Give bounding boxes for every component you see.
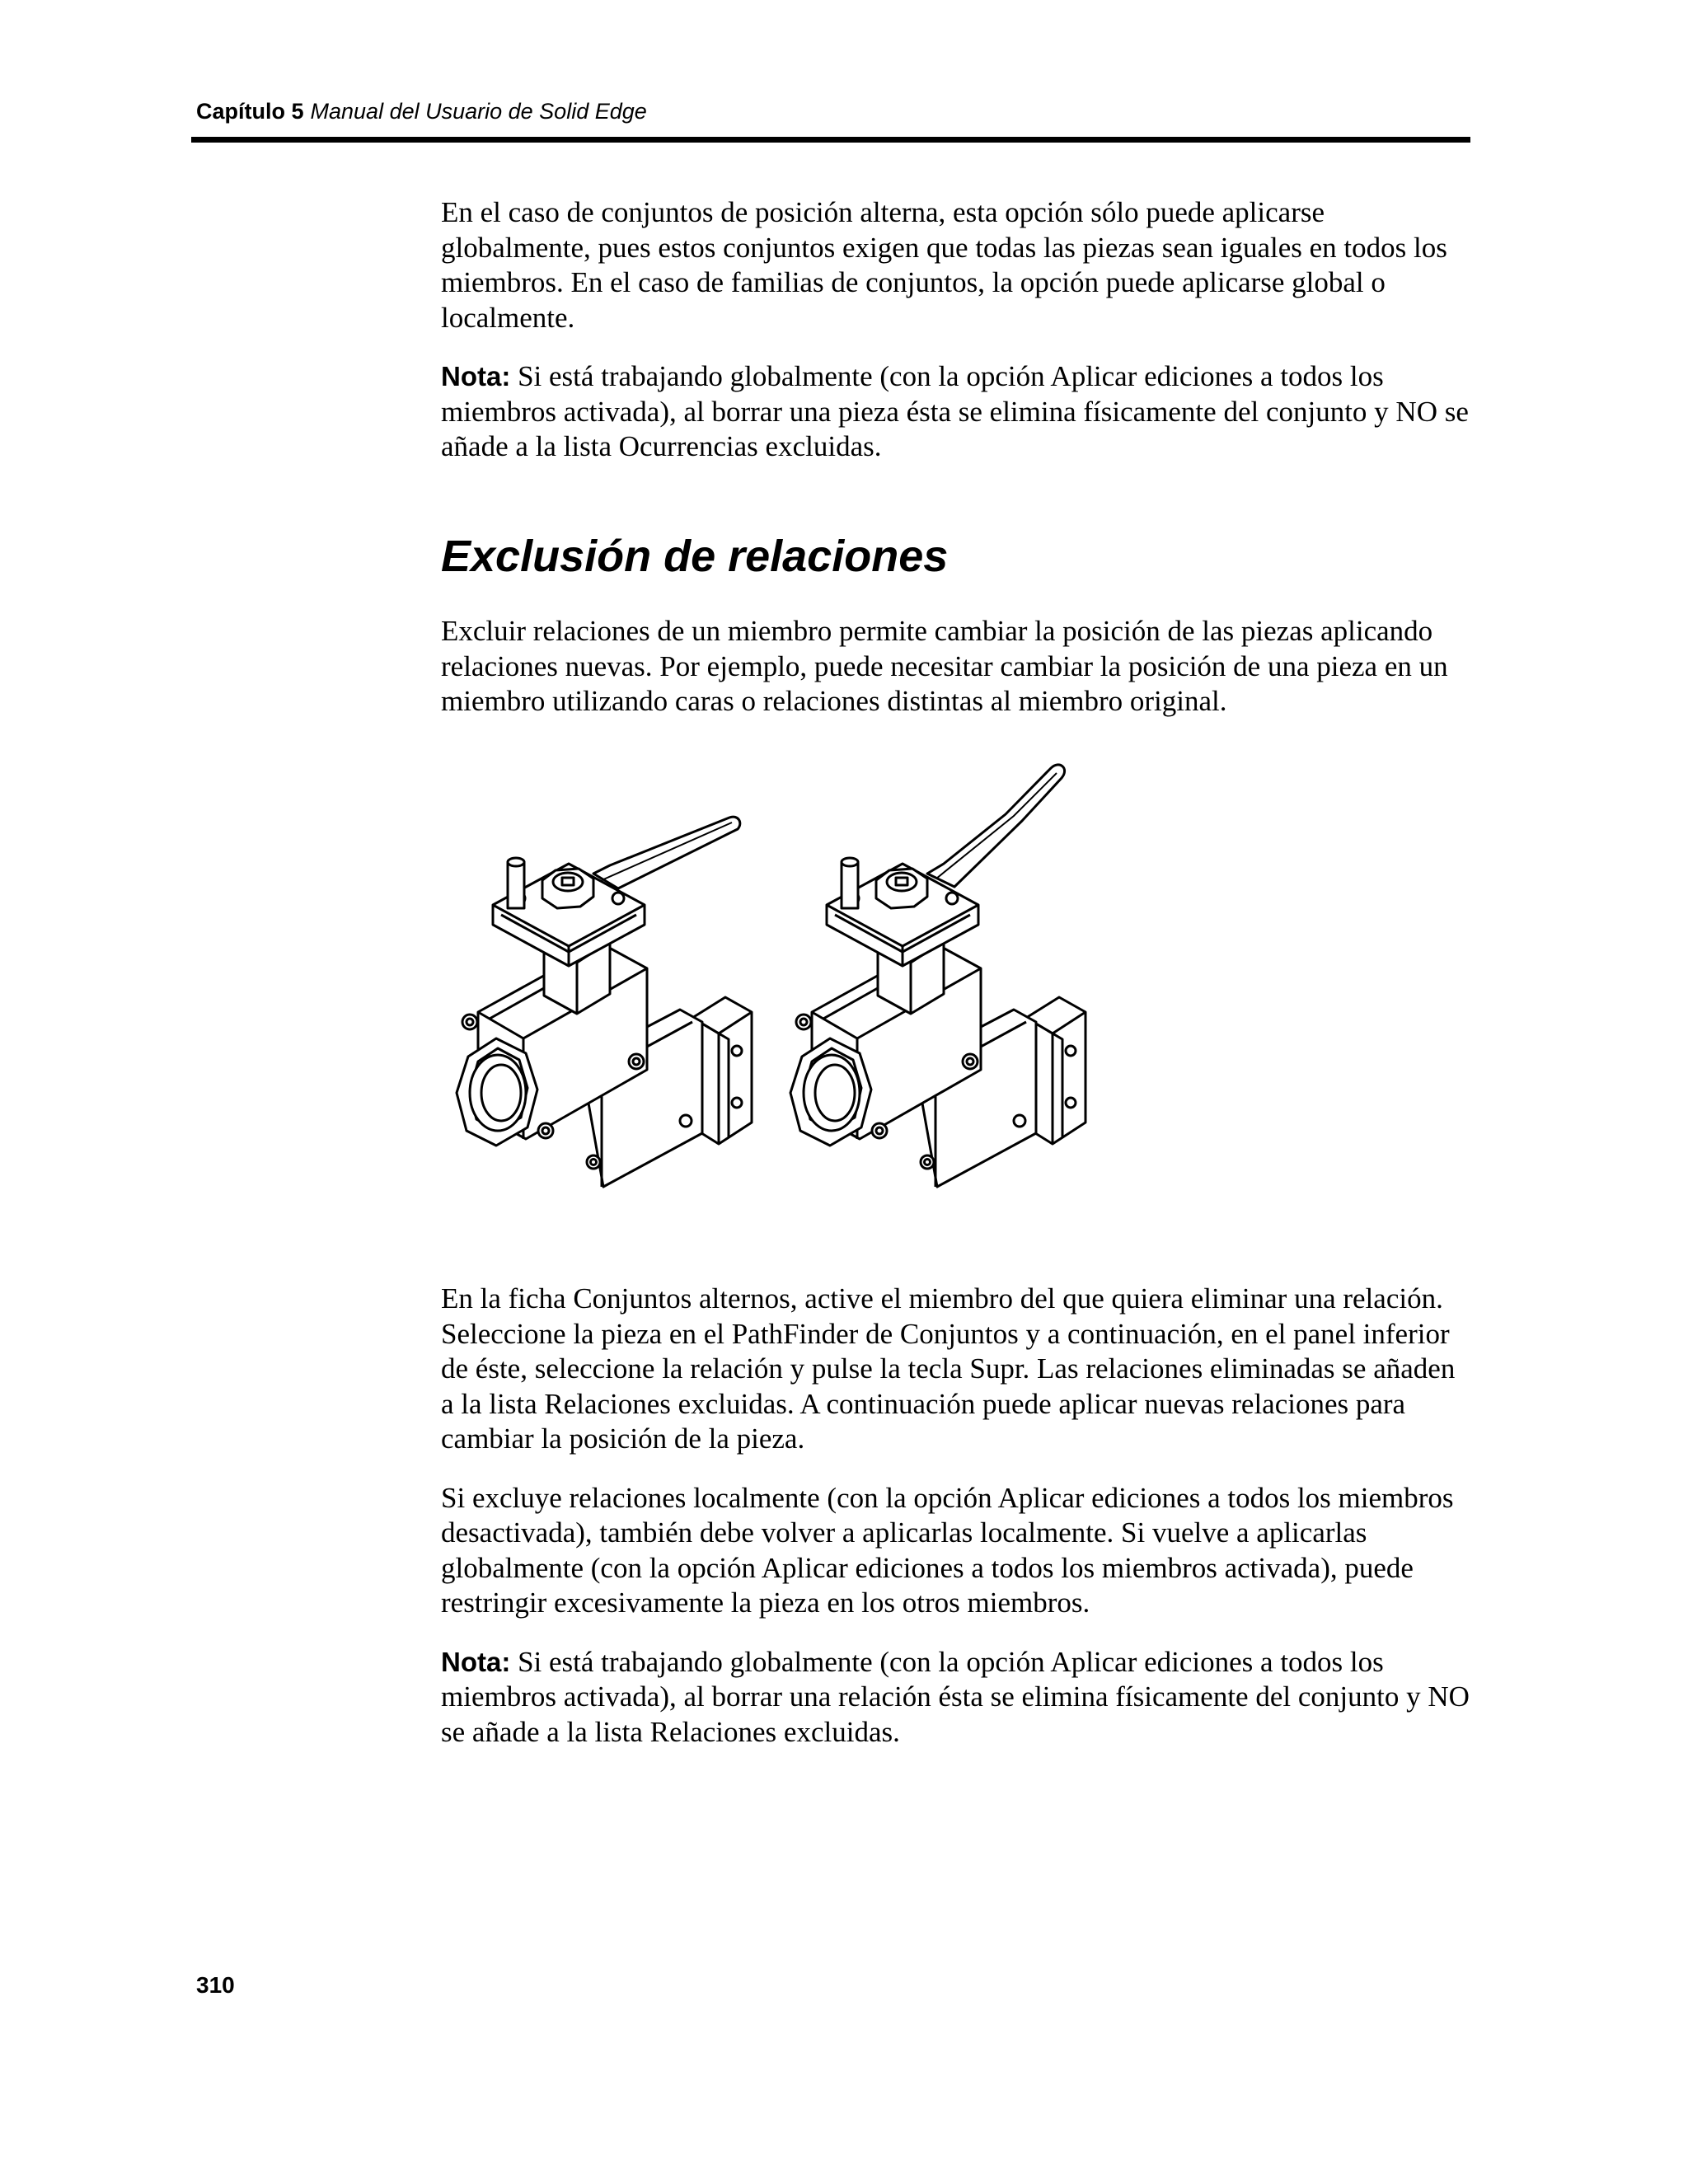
section-heading: Exclusión de relaciones xyxy=(441,532,949,581)
intro-paragraph: En el caso de conjuntos de posición alterna, esta opción sólo puede aplicarse globalmente, pues estos conjuntos exigen que todas las piezas sean iguales en todos los miembros. En el caso de familias de conjuntos, la opción puede aplicarse global o localmente. xyxy=(441,196,1447,334)
valve-illustration xyxy=(445,750,1104,1236)
section-intro xyxy=(441,614,1471,719)
page-number: 310 xyxy=(196,1972,235,1998)
valve-right-icon xyxy=(790,765,1085,1187)
note-label: Nota: xyxy=(441,1646,511,1677)
note-label: Nota: xyxy=(441,361,511,391)
section-body xyxy=(441,1282,1471,1750)
section-paragraph-1: Excluir relaciones de un miembro permite cambiar la posición de las piezas aplicando relaciones nuevas. Por ejemplo, puede necesitar cambiar la posición de una pieza en un miembro utilizando caras o relaciones distintas al miembro original. xyxy=(441,615,1448,717)
running-header xyxy=(196,97,647,125)
section-paragraph-3: Si excluye relaciones localmente (con la opción Aplicar ediciones a todos los miembros desactivada), también debe volver a aplicarlas localmente. Si vuelve a aplicarlas globalmente (con la opción Aplicar ediciones a todos los miembros activada), puede restringir excesivamente la pieza en los otros miembros. xyxy=(441,1481,1454,1619)
header-rule xyxy=(191,137,1470,143)
section-note xyxy=(441,1645,1471,1750)
note-text: Si está trabajando globalmente (con la opción Aplicar ediciones a todos los miembros activada), al borrar una relación ésta se elimina físicamente del conjunto y NO se añade a la lista Relaciones excluidas. xyxy=(441,1645,1470,1748)
valve-left-icon xyxy=(457,817,752,1187)
handle-left xyxy=(593,817,740,888)
intro-note xyxy=(441,359,1471,465)
note-text: Si está trabajando globalmente (con la opción Aplicar ediciones a todos los miembros activada), al borrar una pieza ésta se elimina físicamente del conjunto y NO se añade a la lista Ocurrencias excluidas. xyxy=(441,360,1469,462)
section-paragraph-2: En la ficha Conjuntos alternos, active el miembro del que quiera eliminar una relación. Seleccione la pieza en el PathFinder de Conjuntos y a continuación, en el panel inferior de éste, seleccione la relación y pulse la tecla Supr. Las relaciones eliminadas se añaden a la lista Relaciones excluidas. A continuación puede aplicar nuevas relaciones para cambiar la posición de la pieza. xyxy=(441,1282,1456,1455)
chapter-label: Capítulo 5 xyxy=(196,99,304,124)
intro-block xyxy=(441,195,1471,465)
manual-title: Manual del Usuario de Solid Edge xyxy=(310,99,647,124)
